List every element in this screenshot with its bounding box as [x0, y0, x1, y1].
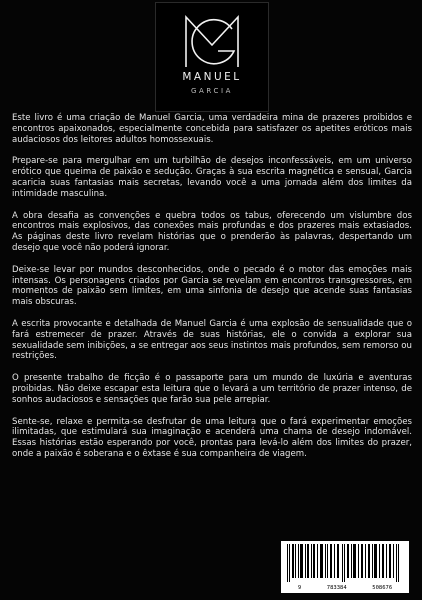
barcode-group-2: 508676: [372, 585, 393, 591]
paragraph-3: A obra desafia as convenções e quebra todos os tabus, oferecendo um vislumbre dos encontros mais explosivos, das conexões mais profundas e dos prazeres mais extasiados. As páginas deste livro revelam histórias que o prenderão às palavras, despertando um desejo que você não poderá ignorar.: [12, 210, 412, 253]
barcode-digits: [281, 585, 409, 591]
isbn-barcode: [281, 541, 409, 593]
paragraph-7: Sente-se, relaxe e permita-se desfrutar de uma leitura que o fará experimentar emoções ilimitadas, que estimulará sua imaginação e acenderá uma chama de desejo indomável. Essas histórias estão esperando por você, prontas para levá-lo além dos limites do prazer, onde a paixão é soberana e o êxtase é sua companheira de viagem.: [12, 416, 412, 459]
paragraph-1: Este livro é uma criação de Manuel Garcia, uma verdadeira mina de prazeres proibidos e encontros apaixonados, especialmente concebida para satisfazer os apetites eróticos mais audaciosos dos leitores adultos homossexuais.: [12, 113, 412, 145]
barcode-icon: [285, 544, 405, 582]
paragraph-2: Prepare-se para mergulhar em um turbilhão de desejos inconfessáveis, em um universo erótico que queima de paixão e sedução. Graças à sua escrita magnética e sensual, Garcia acaricia suas fantasias mais secretas, levando você a uma jornada além dos limites da intimidade masculina.: [12, 156, 412, 199]
barcode-prefix: 9: [297, 585, 302, 591]
paragraph-6: O presente trabalho de ficção é o passaporte para um mundo de luxúria e aventuras proibidas. Não deixe escapar esta leitura que o levará a um território de prazer intenso, de sonhos audaciosos e sensações que farão sua pele arrepiar.: [12, 373, 412, 405]
paragraph-5: A escrita provocante e detalhada de Manuel Garcia é uma explosão de sensualidade que o fará estremecer de prazer. Através de suas histórias, ele o convida a explorar sua sexualidade sem inibições, a se entregar aos seus instintos mais profundos, sem remorso ou restrições.: [12, 318, 412, 362]
back-cover-text: [12, 113, 412, 471]
barcode-group-1: 783384: [326, 585, 347, 591]
paragraph-4: Deixe-se levar por mundos desconhecidos, onde o pecado é o motor das emoções mais intensas. Os personagens criados por Garcia se revelam em encontros transgressores, em momentos de paixão sem limites, em uma sinfonia de desejo que acende suas fantasias mais obscuras.: [12, 264, 412, 308]
brand-name: MANUEL: [182, 71, 242, 83]
brand-logo: [155, 2, 269, 112]
brand-subtitle: GARCIA: [190, 87, 234, 95]
mg-monogram-icon: [182, 13, 242, 69]
